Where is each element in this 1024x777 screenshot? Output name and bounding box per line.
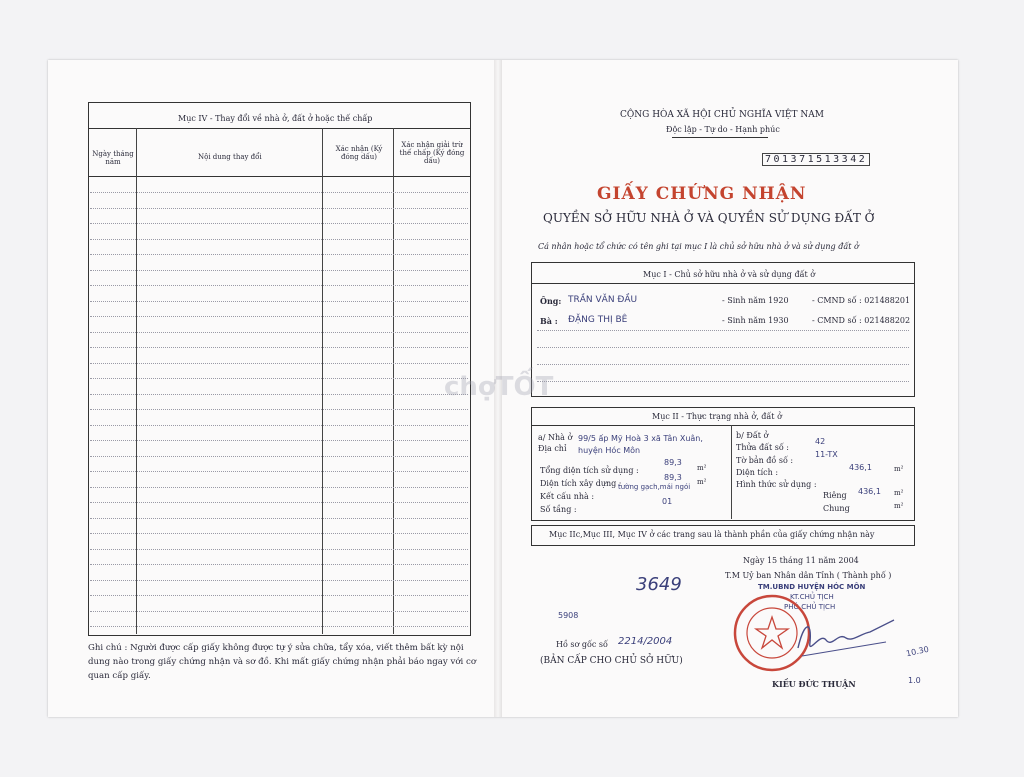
shared-label: Chung (823, 504, 850, 513)
private-unit: m² (894, 489, 904, 497)
table-row (90, 549, 468, 550)
motto-underline (672, 137, 768, 138)
table-row (90, 626, 468, 627)
house-address-label: Địa chỉ (538, 444, 567, 453)
col-header-release: Xác nhận giải trừ thế chấp (Ký đóng dấu) (399, 141, 465, 165)
owner2-name: ĐẶNG THỊ BÊ (568, 315, 628, 325)
section1-title: Mục I - Chủ sở hữu nhà ở và sử dụng đất ở (643, 270, 816, 279)
col-header-date: Ngày tháng năm (92, 150, 134, 166)
section2-title-rule (531, 425, 914, 426)
dossier-label: Hồ sơ gốc số (556, 640, 608, 649)
table-row (90, 301, 468, 302)
private-label: Riêng (823, 491, 847, 500)
table-row (90, 270, 468, 271)
table-row (90, 518, 468, 519)
map-label: Tờ bản đồ số : (736, 456, 794, 465)
built-area-unit: m² (697, 478, 707, 486)
section1-title-rule (531, 283, 914, 284)
structure-value: tường gạch,mái ngói (618, 483, 691, 491)
note-line-3: quan cấp giấy. (88, 671, 151, 681)
section2-title: Mục II - Thực trạng nhà ở, đất ở (652, 412, 782, 421)
land-area-value: 436,1 (849, 463, 872, 472)
table-row (90, 471, 468, 472)
col-divider (393, 128, 394, 634)
map-value: 11-TX (815, 450, 838, 459)
built-area-label: Diện tích xây dựng : (540, 479, 622, 488)
owner1-name: TRẦN VĂN ĐẦU (568, 295, 638, 305)
republic-header: CỘNG HÒA XÃ HỘI CHỦ NGHĨA VIỆT NAM (620, 110, 824, 120)
signer-name: KIỀU ĐỨC THUẬN (772, 679, 856, 689)
section2-divider (731, 425, 732, 519)
authority-line2: TM.UBND HUYỆN HÓC MÔN (758, 583, 866, 591)
dotted-line (537, 364, 909, 365)
header-bottom-rule (88, 176, 470, 177)
table-row (90, 239, 468, 240)
table-row (90, 378, 468, 379)
authority-line3: KT.CHỦ TỊCH (790, 593, 834, 601)
table-row (90, 285, 468, 286)
dossier-number: 2214/2004 (618, 636, 673, 647)
table-row (90, 208, 468, 209)
note-line-2: dung nào trong giấy chứng nhận và sơ đồ. Khi mất giấy chứng nhận phải báo ngay với cơ (88, 657, 476, 667)
owner2-prefix: Bà : (540, 316, 558, 326)
owner1-birth: - Sinh năm 1920 (722, 296, 789, 305)
table-row (90, 332, 468, 333)
section-note: Mục IIc,Mục III, Mục IV ở các trang sau là thành phần của giấy chứng nhận này (549, 530, 875, 539)
private-value: 436,1 (858, 487, 881, 496)
floors-label: Số tầng : (540, 505, 577, 514)
house-address-line2: huyện Hóc Môn (578, 446, 641, 455)
owner2-birth: - Sinh năm 1930 (722, 316, 789, 325)
handwritten-number: 3649 (636, 574, 682, 595)
table-row (90, 502, 468, 503)
motto: Độc lập - Tự do - Hạnh phúc (666, 125, 780, 134)
total-area-unit: m² (697, 464, 707, 472)
dotted-line (537, 330, 909, 331)
watermark: chợTỐT (444, 372, 554, 402)
certificate-title: GIẤY CHỨNG NHẬN (597, 184, 807, 204)
structure-label: Kết cấu nhà : (540, 492, 595, 501)
owner1-prefix: Ông: (540, 296, 562, 306)
table-row (90, 254, 468, 255)
owner1-id: - CMND số : 021488201 (812, 296, 911, 305)
table-row (90, 580, 468, 581)
col-header-confirm: Xác nhận (Ký đóng dấu) (335, 145, 383, 161)
small-number: 5908 (558, 611, 579, 620)
table-row (90, 564, 468, 565)
floors-value: 01 (662, 497, 673, 506)
copy-note: (BẢN CẤP CHO CHỦ SỞ HỮU) (540, 656, 683, 666)
table-row (90, 223, 468, 224)
table-row (90, 487, 468, 488)
section4-title: Mục IV - Thay đổi về nhà ở, đất ở hoặc thế chấp (178, 114, 373, 123)
serial-number: 701371513342 (762, 153, 870, 166)
table-row (90, 316, 468, 317)
margin-note-2: 1.0 (908, 676, 921, 685)
table-row (90, 425, 468, 426)
dotted-line (537, 381, 909, 382)
table-row (90, 192, 468, 193)
total-area-label: Tổng diện tích sử dụng : (540, 466, 639, 475)
margin-note-1: 10.30 (905, 644, 930, 659)
plot-label: Thửa đất số : (736, 443, 789, 452)
table-row (90, 347, 468, 348)
issue-date: Ngày 15 tháng 11 năm 2004 (743, 556, 859, 565)
col-divider (322, 128, 323, 634)
table-row (90, 409, 468, 410)
col-divider (136, 128, 137, 634)
table-row (90, 394, 468, 395)
authority-line1: T.M Uỷ ban Nhân dân Tỉnh ( Thành phố ) (725, 571, 892, 580)
table-row (90, 595, 468, 596)
table-row (90, 611, 468, 612)
header-top-rule (88, 128, 470, 129)
intro-line: Cá nhân hoặc tổ chức có tên ghi tại mục I là chủ sở hữu nhà ở và sử dụng đất ở (538, 242, 859, 251)
total-area-value: 89,3 (664, 458, 682, 467)
house-a-label: a/ Nhà ở (538, 433, 573, 442)
table-row (90, 533, 468, 534)
table-row (90, 363, 468, 364)
land-b-label: b/ Đất ở (736, 431, 769, 440)
built-area-value: 89,3 (664, 473, 682, 482)
section4-table (88, 102, 471, 636)
owner2-id: - CMND số : 021488202 (812, 316, 911, 325)
land-area-label: Diện tích : (736, 468, 779, 477)
house-address-line1: 99/5 ấp Mỹ Hoà 3 xã Tân Xuân, (578, 434, 703, 443)
shared-unit: m² (894, 502, 904, 510)
table-row (90, 440, 468, 441)
certificate-subtitle: QUYỀN SỞ HỮU NHÀ Ở VÀ QUYỀN SỬ DỤNG ĐẤT Ở (543, 211, 875, 225)
land-area-unit: m² (894, 465, 904, 473)
col-header-content: Nội dung thay đổi (198, 153, 262, 161)
authority-line4: PHÓ CHỦ TỊCH (784, 603, 836, 611)
signature (790, 612, 900, 662)
plot-value: 42 (815, 437, 826, 446)
use-form-label: Hình thức sử dụng : (736, 480, 817, 489)
note-line-1: Ghi chú : Người được cấp giấy không được tự ý sửa chữa, tẩy xóa, viết thêm bất kỳ nội (88, 643, 464, 653)
table-row (90, 456, 468, 457)
dotted-line (537, 347, 909, 348)
